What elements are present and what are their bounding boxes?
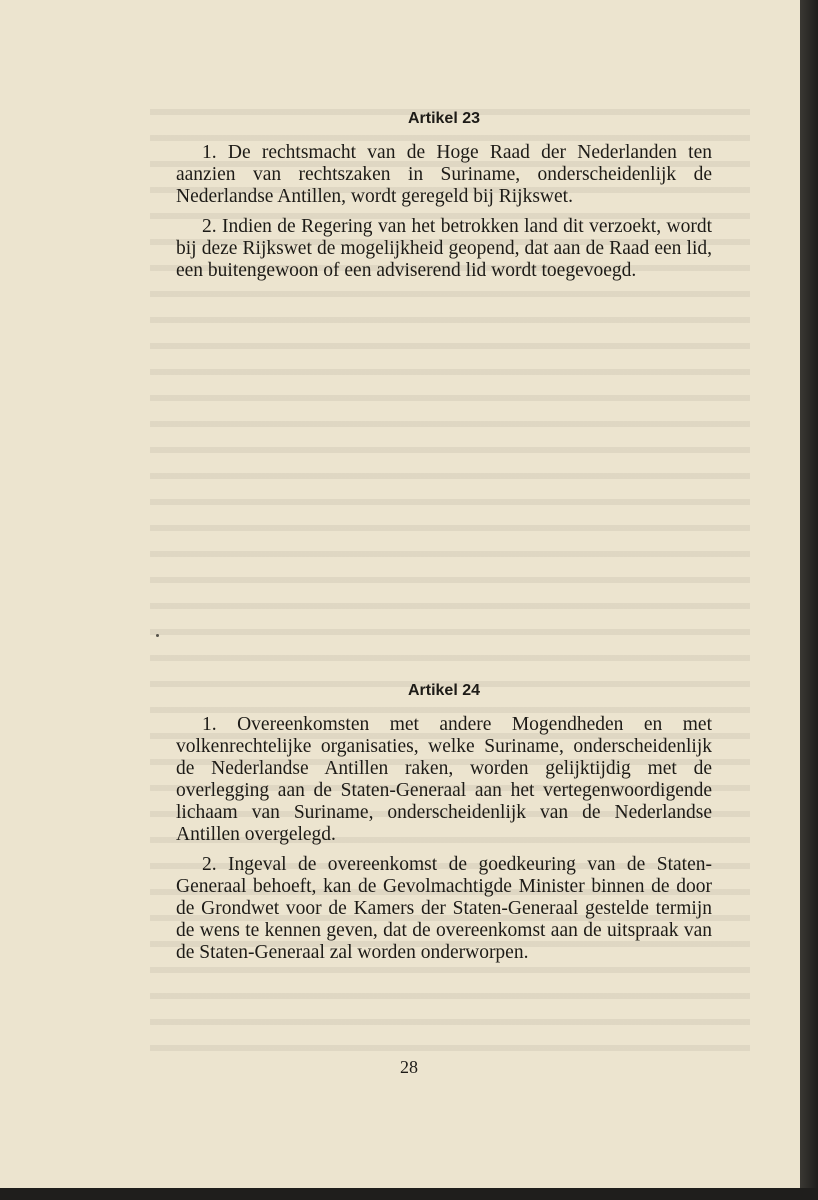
article-24-paragraph-2: 2. Ingeval de overeenkomst de goedkeuring van de Staten-Generaal behoeft, kan de Gevolmachtigde Minister binnen de door de Grondwet voor de Kamers der Staten-Generaal gestelde termijn de wens te kennen geven, dat de overeenkomst aan de uitspraak van de Staten-Generaal zal worden onderworpen. — [176, 854, 712, 963]
scan-edge-bottom — [0, 1188, 818, 1200]
article-23-heading: Artikel 23 — [407, 110, 481, 127]
page-body — [176, 108, 712, 972]
article-23-paragraph-2: 2. Indien de Regering van het betrokken land dit verzoekt, wordt bij deze Rijkswet de mogelijkheid geopend, dat aan de Raad een lid, een buitengewoon of een adviserend lid wordt toegevoegd. — [176, 216, 712, 281]
page-number: 28 — [400, 1057, 418, 1077]
article-24-heading: Artikel 24 — [407, 682, 481, 699]
ink-speck — [156, 634, 159, 637]
article-23-paragraph-1: 1. De rechtsmacht van de Hoge Raad der Nederlanden ten aanzien van rechtszaken in Suriname, onderscheidenlijk de Nederlandse Antillen, wordt geregeld bij Rijkswet. — [176, 142, 712, 207]
article-24-section — [176, 680, 712, 964]
scan-edge-right — [800, 0, 818, 1200]
article-24-paragraph-1: 1. Overeenkomsten met andere Mogendheden en met volkenrechtelijke organisaties, welke Suriname, onderscheidenlijk de Nederlandse Antillen raken, worden gelijktijdig met de overlegging aan de Staten-Generaal aan het vertegenwoordigende lichaam van Suriname, onderscheidenlijk van de Nederlandse Antillen overgelegd. — [176, 714, 712, 845]
